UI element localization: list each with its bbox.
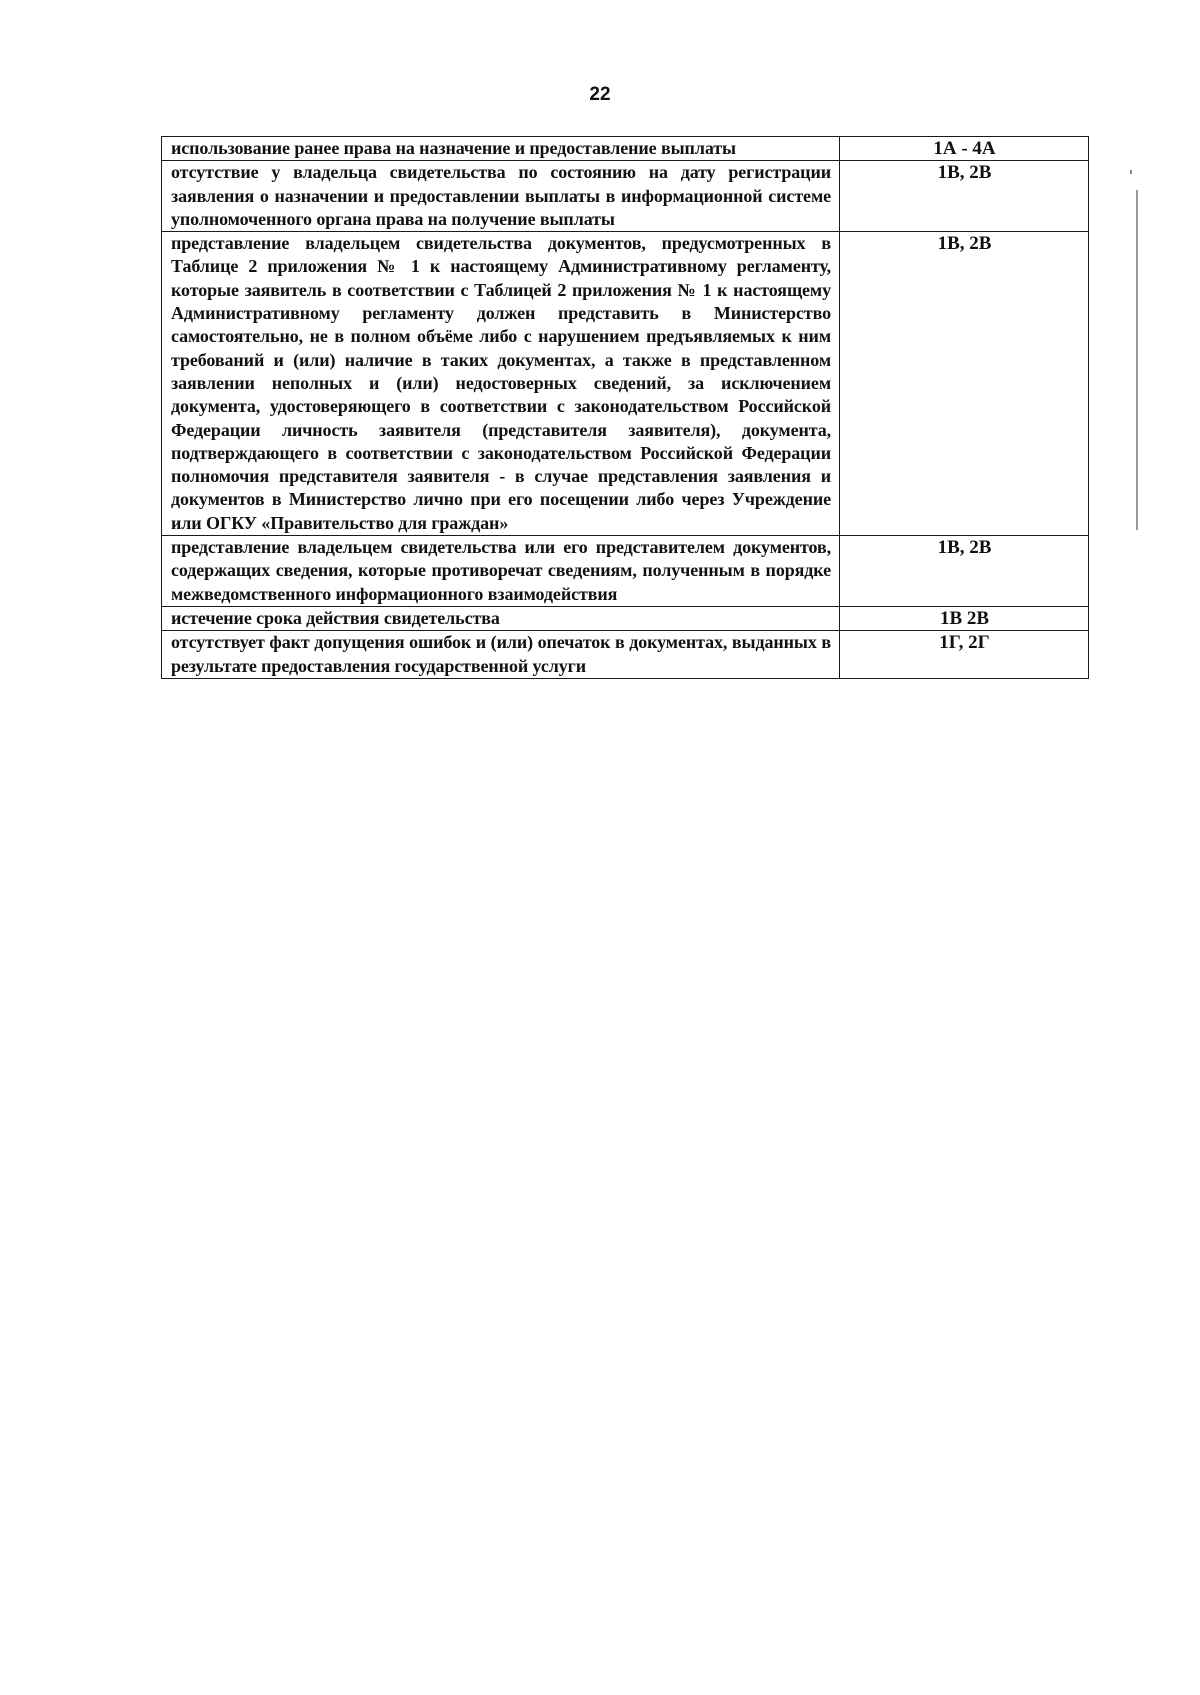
table-row	[162, 137, 1089, 161]
table-row	[162, 606, 1089, 630]
scan-artifact-line	[1136, 190, 1138, 530]
code-cell: 1В, 2В	[840, 232, 1089, 536]
table-row	[162, 631, 1089, 679]
code-cell: 1А - 4А	[840, 137, 1089, 161]
scan-artifact-dot	[1130, 170, 1132, 174]
code-cell: 1Г, 2Г	[840, 631, 1089, 679]
table-row	[162, 161, 1089, 232]
reason-cell: истечение срока действия свидетельства	[162, 606, 840, 630]
code-cell: 1В, 2В	[840, 161, 1089, 232]
reason-cell: отсутствует факт допущения ошибок и (или) опечаток в документах, выданных в результате предоставления государственной услуги	[162, 631, 840, 679]
refusal-grounds-table	[161, 136, 1089, 679]
reason-cell: представление владельцем свидетельства или его представителем документов, содержащих сведения, которые противоречат сведениям, полученным в порядке межведомственного информационного взаимодействия	[162, 536, 840, 607]
reason-cell: использование ранее права на назначение и предоставление выплаты	[162, 137, 840, 161]
table-row	[162, 536, 1089, 607]
reason-cell: представление владельцем свидетельства документов, предусмотренных в Таблице 2 приложения № 1 к настоящему Административному регламенту, которые заявитель в соответствии с Таблицей 2 приложения № 1 к настоящему Административному регламенту должен представить в Министерство самостоятельно, не в полном объёме либо с нарушением предъявляемых к ним требований и (или) наличие в таких документах, а также в представленном заявлении неполных и (или) недостоверных сведений, за исключением документа, удостоверяющего в соответствии с законодательством Российской Федерации личность заявителя (представителя заявителя), документа, подтверждающего в соответствии с законодательством Российской Федерации полномочия представителя заявителя - в случае представления заявления и документов в Министерство лично при его посещении либо через Учреждение или ОГКУ «Правительство для граждан»	[162, 232, 840, 536]
reason-cell: отсутствие у владельца свидетельства по состоянию на дату регистрации заявления о назначении и предоставлении выплаты в информационной системе уполномоченного органа права на получение выплаты	[162, 161, 840, 232]
code-cell: 1В 2В	[840, 606, 1089, 630]
table-row	[162, 232, 1089, 536]
code-cell: 1В, 2В	[840, 536, 1089, 607]
page-number: 22	[589, 84, 611, 105]
